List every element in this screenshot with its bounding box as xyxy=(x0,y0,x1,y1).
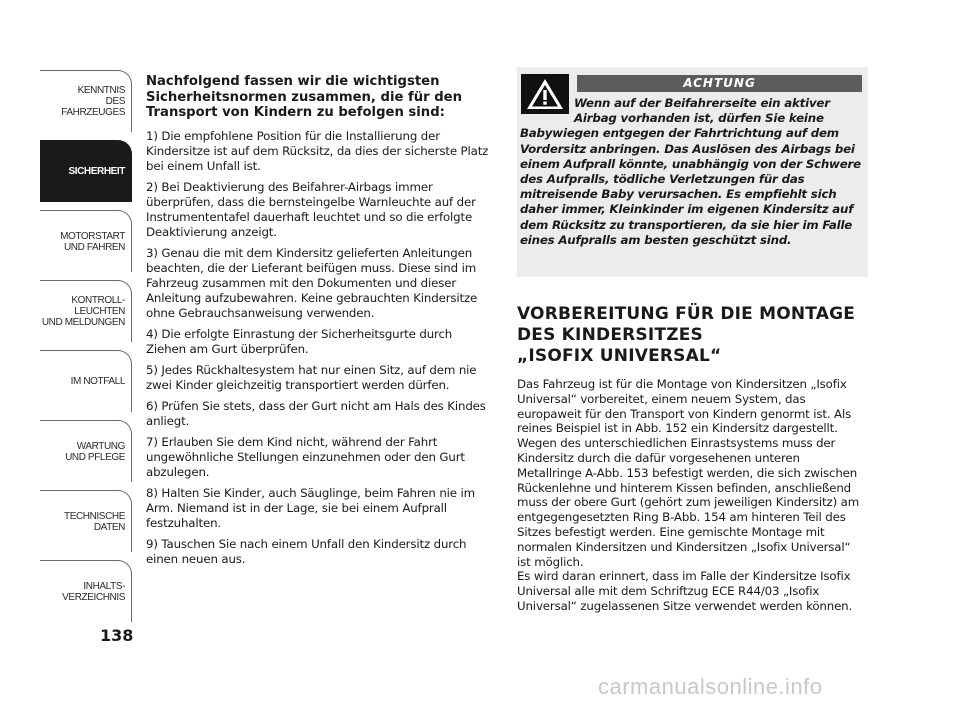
tab-label: INHALTS- VERZEICHNIS xyxy=(62,580,125,603)
warning-heading: ACHTUNG xyxy=(577,75,862,92)
tab-inhaltsverzeichnis[interactable] xyxy=(40,560,132,622)
tab-label: SICHERHEIT xyxy=(68,166,125,177)
warning-box xyxy=(517,67,868,277)
tab-notfall[interactable] xyxy=(40,350,132,412)
section-title: VORBEREITUNG FÜR DIE MONTAGE DES KINDERSITZES „ISOFIX UNIVERSAL“ xyxy=(517,304,856,366)
chapter-sidebar xyxy=(40,70,132,630)
rule-item: 9) Tauschen Sie nach einem Unfall den Kindersitz durch einen neuen aus. xyxy=(146,536,467,566)
page-number: 138 xyxy=(100,626,134,645)
tab-label: IM NOTFALL xyxy=(70,376,125,387)
tab-label: TECHNISCHE DATEN xyxy=(63,510,125,533)
left-column xyxy=(146,74,492,573)
rule-item: 5) Jedes Rückhaltesystem hat nur einen Sitz, auf dem nie zwei Kinder gleichzeitig transportiert werden dürfen. xyxy=(146,362,477,392)
tab-label: KONTROLL- LEUCHTEN UND MELDUNGEN xyxy=(41,295,125,328)
tab-label: KENNTNIS DES FAHRZEUGES xyxy=(61,85,125,118)
watermark: carmanualsonline.info xyxy=(598,674,823,699)
rule-item: 6) Prüfen Sie stets, dass der Gurt nicht am Hals des Kindes anliegt. xyxy=(146,398,486,428)
rule-item: 2) Bei Deaktivierung des Beifahrer-Airbags immer überprüfen, dass die bernsteingelbe Warnleuchte auf der Instrumententafel dauerhaft leuchtet und so die erfolgte Deaktivierung anzeigt. xyxy=(146,179,476,239)
tab-label: WARTUNG UND PFLEGE xyxy=(65,440,125,463)
rule-item: 8) Halten Sie Kinder, auch Säuglinge, beim Fahren nie im Arm. Niemand ist in der Lage, sie bei einem Aufprall festzuhalten. xyxy=(146,485,475,530)
warning-text xyxy=(520,96,868,248)
body-paragraph: Das Fahrzeug ist für die Montage von Kindersitzen „Isofix Universal“ vorbereitet, einem neuem System, das europaweit für den Transport von Kindern genormt ist. Als reines Beispiel ist in Abb. 152 ein Kindersitz dargestellt. Wegen des unterschiedlichen Einrastsystems muss der Kindersitz durch die dafür vorgesehenen unteren Metallringe A-Abb. 153 befestigt werden, die sich zwischen Rückenlehne und hinterem Kissen befinden, anschließend muss der obere Gurt (gehört zum jeweiligen Kindersitz) am entgegengesetzten Ring B-Abb. 154 am hinteren Teil des Sitzes befestigt werden. Eine gemischte Montage mit normalen Kindersitzen und Kindersitzen „Isofix Universal“ ist möglich. xyxy=(517,377,860,569)
body-paragraph: Es wird daran erinnert, dass im Falle der Kindersitze Isofix Universal alle mit dem Schriftzug ECE R44/03 „Isofix Universal“ zugelassenen Sitze verwendet werden können. xyxy=(517,569,853,613)
rule-item: 3) Genau die mit dem Kindersitz gelieferten Anleitungen beachten, die der Lieferant beifügen muss. Diese sind im Fahrzeug zusammen mit den Dokumenten und dieser Anleitung aufzubewahren. Keine gebrauchten Kindersitze ohne Gebrauchsanweisung verwenden. xyxy=(146,245,478,320)
rule-item: 1) Die empfohlene Position für die Installierung der Kindersitze ist auf dem Rücksitz, da dies der sicherste Platz bei einem Unfall ist. xyxy=(146,128,489,173)
intro-heading: Nachfolgend fassen wir die wichtigsten Sicherheitsnormen zusammen, die für den Transport von Kindern zu befolgen sind: xyxy=(146,74,463,120)
tab-sicherheit[interactable] xyxy=(40,140,132,202)
tab-motorstart[interactable] xyxy=(40,210,132,272)
tab-label: MOTORSTART UND FAHREN xyxy=(60,230,125,253)
tab-kontrollleuchten[interactable] xyxy=(40,280,132,342)
rule-item: 7) Erlauben Sie dem Kind nicht, während der Fahrt ungewöhnliche Stellungen einzunehmen oder den Gurt abzulegen. xyxy=(146,434,465,479)
warning-text-content: Wenn auf der Beifahrerseite ein aktiver Airbag vorhanden ist, dürfen Sie keine Babywiegen entgegen der Fahrtrichtung auf dem Vordersitz anbringen. Das Auslösen des Airbags bei einem Aufprall könnte, unabhängig von der Schwere des Aufpralls, tödliche Verletzungen für das mitreisende Baby verursachen. Es empfiehlt sich daher immer, Kleinkinder im eigenen Kindersitz auf dem Rücksitz zu transportieren, da sie hier im Falle eines Aufpralls am besten geschützt sind. xyxy=(520,96,861,247)
tab-technische-daten[interactable] xyxy=(40,490,132,552)
right-column xyxy=(517,304,867,614)
tab-wartung[interactable] xyxy=(40,420,132,482)
tab-kenntnis[interactable] xyxy=(40,70,132,132)
rule-item: 4) Die erfolgte Einrastung der Sicherheitsgurte durch Ziehen am Gurt überprüfen. xyxy=(146,326,453,356)
